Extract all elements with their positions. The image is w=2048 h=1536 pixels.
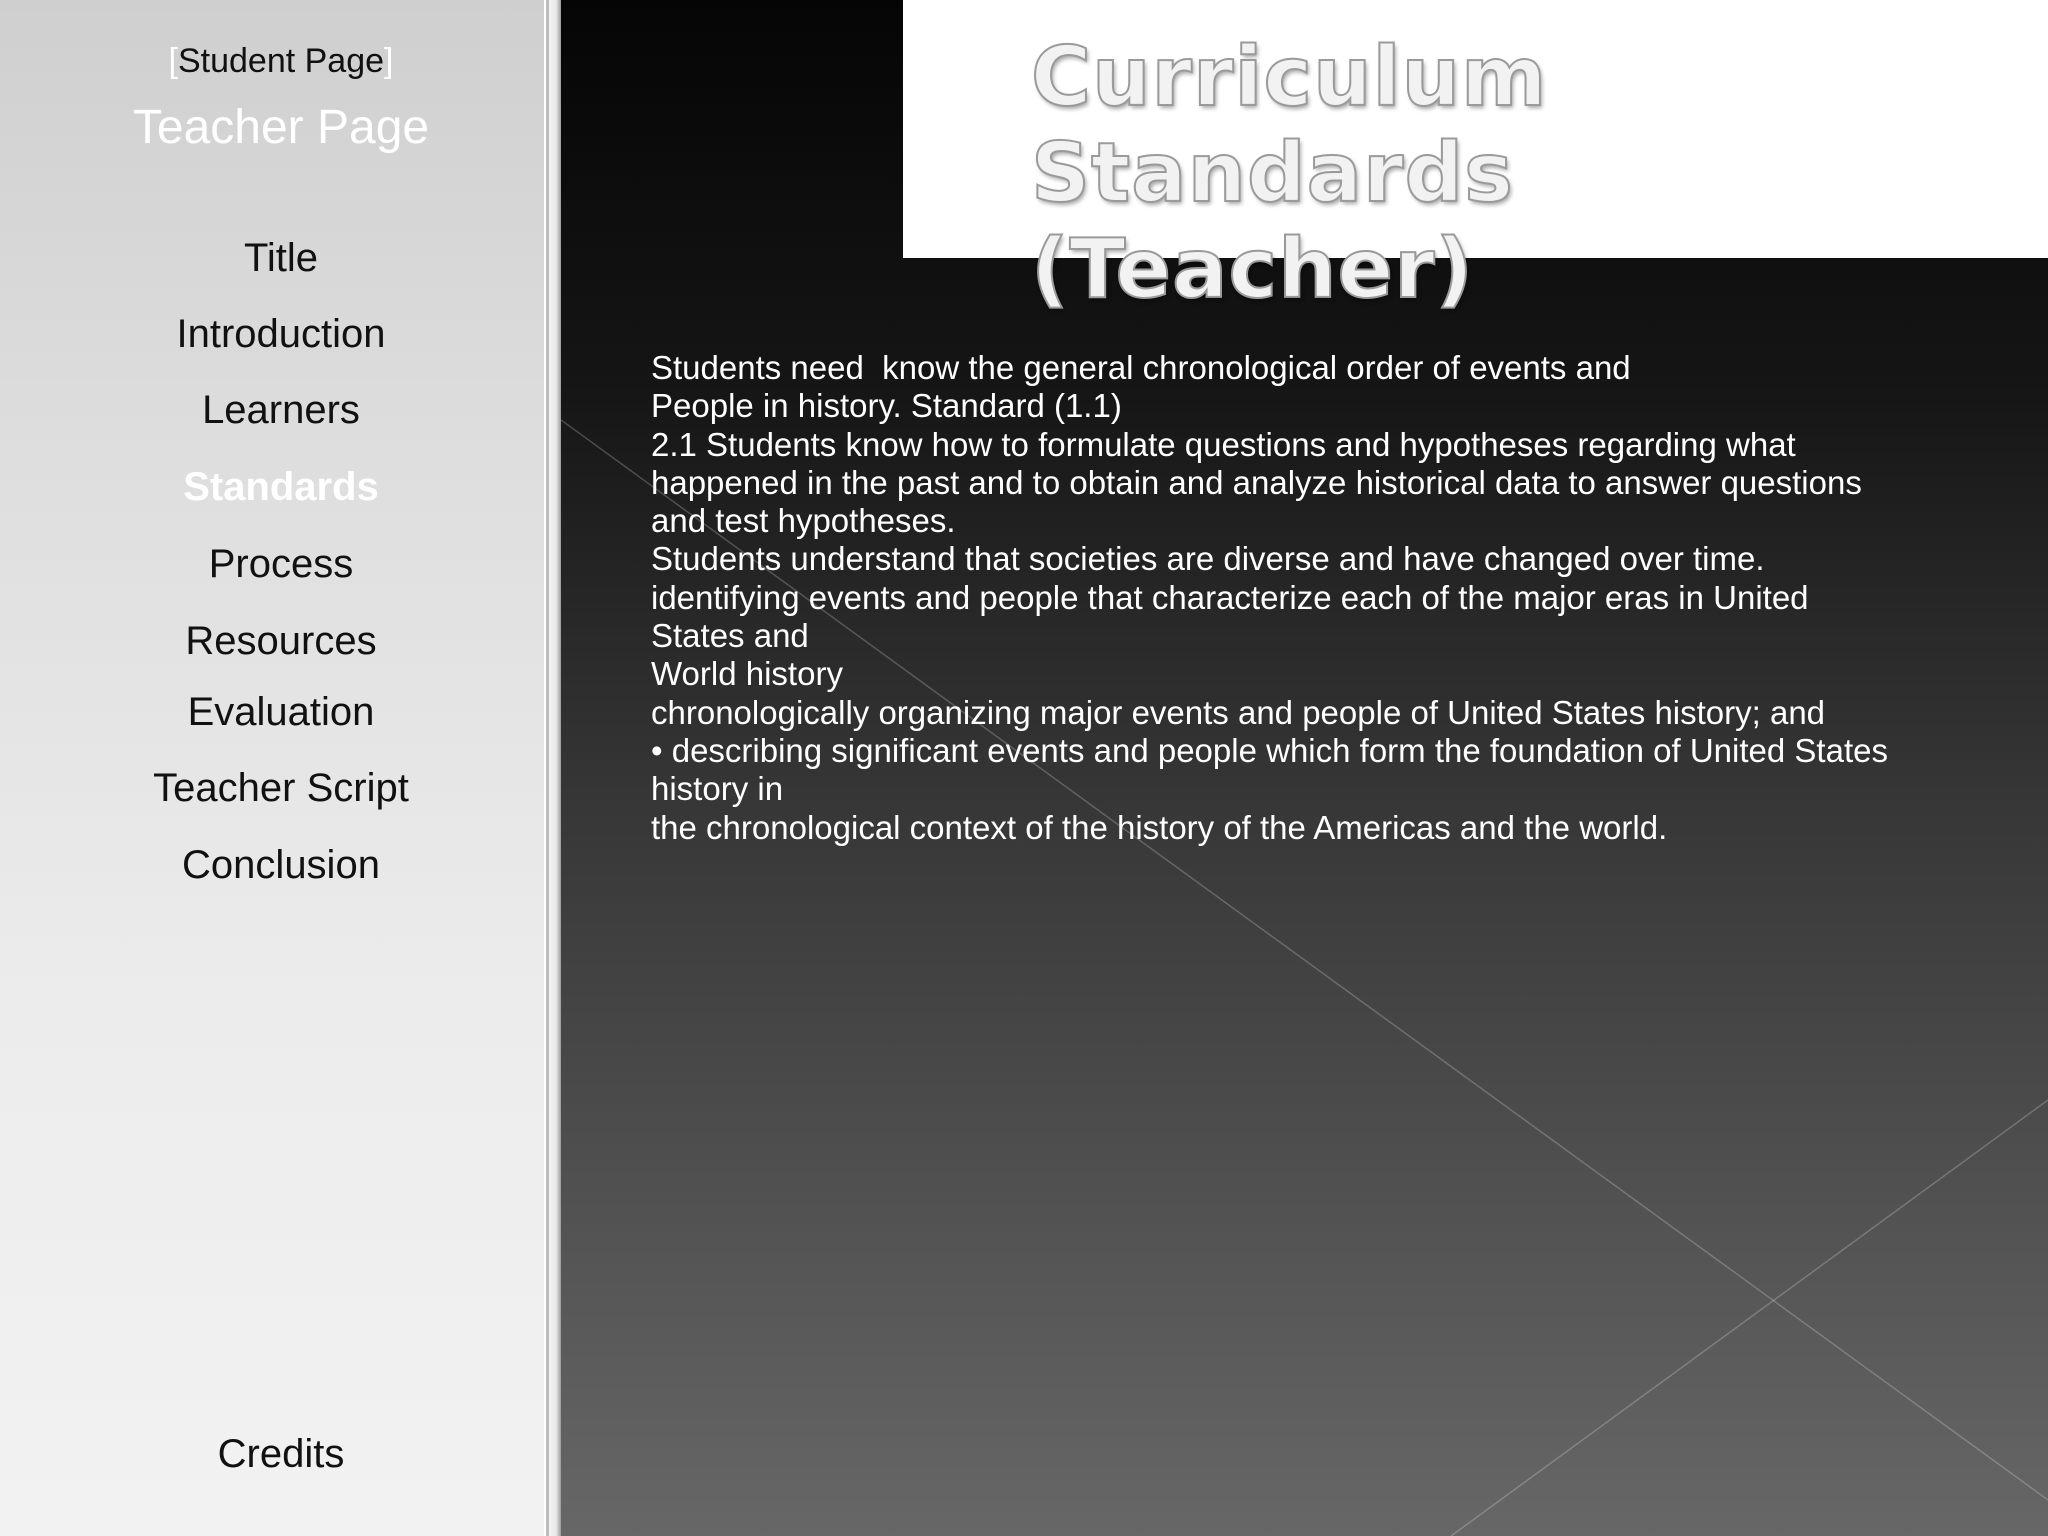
standards-line: People in history. Standard (1.1) <box>651 387 1122 425</box>
standards-line: States and <box>651 617 809 655</box>
standards-text <box>651 349 1981 847</box>
standards-line: 2.1 Students know how to formulate questions and hypotheses regarding what <box>651 425 1796 463</box>
nav-item-introduction[interactable]: Introduction <box>176 312 386 356</box>
teacher-page-label: Teacher Page <box>132 101 430 154</box>
standards-line: • describing significant events and people which form the foundation of United States <box>651 731 1888 769</box>
standards-line: Students understand that societies are diverse and have changed over time. <box>651 540 1765 578</box>
nav-item-learners[interactable]: Learners <box>202 388 360 432</box>
standards-line: happened in the past and to obtain and analyze historical data to answer questions <box>651 463 1862 501</box>
nav-item-resources[interactable]: Resources <box>185 619 377 663</box>
nav-item-credits[interactable]: Credits <box>217 1432 345 1476</box>
page-title-line2: (Teacher) <box>1031 222 1474 317</box>
sidebar-divider <box>549 0 561 1536</box>
standards-line: Students need know the general chronological order of events and <box>651 349 1631 386</box>
nav-item-teacher-script[interactable]: Teacher Script <box>153 766 409 810</box>
page-title-line1: Curriculum Standards <box>1031 30 1548 221</box>
nav-item-title[interactable]: Title <box>243 236 319 280</box>
nav-item-standards[interactable]: Standards <box>183 465 379 509</box>
bracket-open: [ <box>168 42 178 80</box>
standards-line: the chronological context of the history of the Americas and the world. <box>651 808 1668 846</box>
standards-line: World history <box>651 655 843 693</box>
page-title <box>1031 30 2031 318</box>
student-page-link[interactable] <box>0 42 562 81</box>
nav-item-evaluation[interactable]: Evaluation <box>187 690 375 734</box>
standards-line: identifying events and people that characterize each of the major eras in United <box>651 578 1809 616</box>
student-page-link-label: Student Page <box>177 42 385 80</box>
main-panel <box>561 0 2048 1536</box>
nav-item-conclusion[interactable]: Conclusion <box>182 843 380 887</box>
sidebar <box>0 0 549 1536</box>
standards-line: history in <box>651 770 784 808</box>
standards-line: chronologically organizing major events and people of United States history; and <box>651 693 1826 731</box>
bracket-close: ] <box>384 42 394 80</box>
nav-item-process[interactable]: Process <box>208 542 354 586</box>
standards-line: and test hypotheses. <box>651 502 956 540</box>
